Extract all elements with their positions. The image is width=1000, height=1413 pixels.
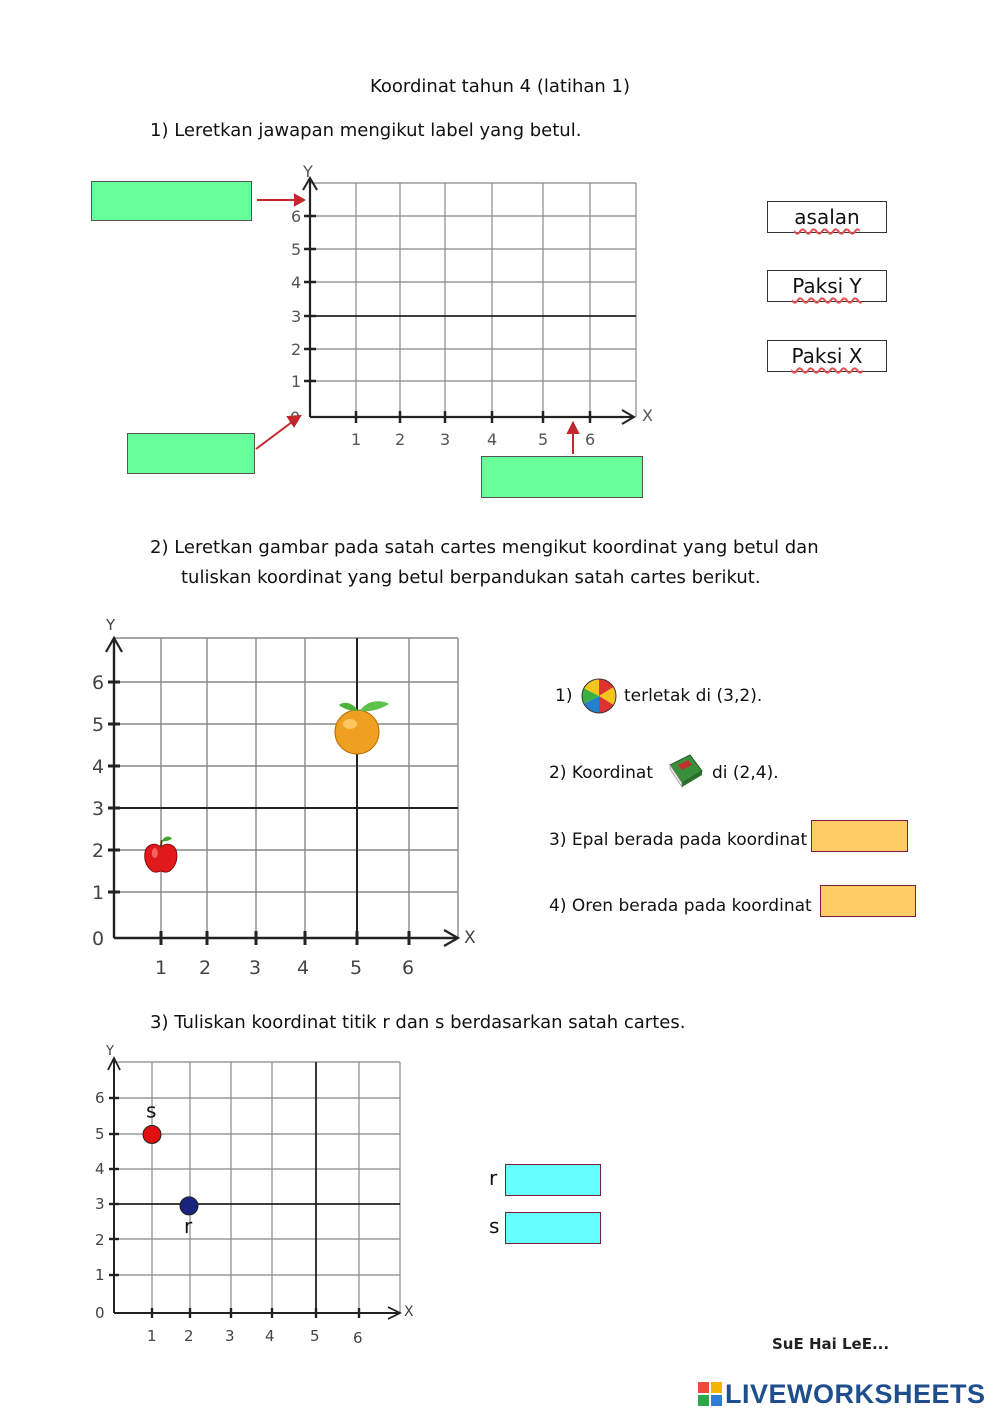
q3-x-tick-label: 5 xyxy=(310,1327,320,1345)
q2-instruction: 2) Leretkan gambar pada satah cartes mengikut koordinat yang betul dan xyxy=(150,537,819,558)
q3-y-axis-label: Y xyxy=(106,1044,114,1059)
liveworksheets-logo-icon xyxy=(698,1382,722,1406)
q1-y-tick-label: 3 xyxy=(291,307,302,326)
label-paksi-x[interactable]: Paksi X xyxy=(767,340,887,372)
liveworksheets-logo[interactable] xyxy=(698,1378,986,1410)
q2-x-axis-label: X xyxy=(464,928,476,948)
q2-item3-text: 3) Epal berada pada koordinat xyxy=(549,830,808,850)
arrow-head xyxy=(568,423,578,433)
page-title: Koordinat tahun 4 (latihan 1) xyxy=(369,76,631,97)
arrow-to-origin xyxy=(256,422,292,449)
point-s-label: s xyxy=(146,1098,157,1123)
q2-grid xyxy=(114,638,458,938)
q3-x-axis-label: X xyxy=(404,1304,414,1320)
q3-y-tick-label: 2 xyxy=(95,1231,105,1249)
q2-x-tick-label: 4 xyxy=(297,957,310,979)
q2-item1-number: 1) xyxy=(555,686,573,706)
q3-x-tick-label: 4 xyxy=(265,1327,275,1345)
q1-y-tick-label: 5 xyxy=(291,240,302,259)
q1-x-tick-label: 2 xyxy=(395,430,406,449)
liveworksheets-brand-text: LIVEWORKSHEETS xyxy=(725,1378,986,1409)
point-s-coordinate-input[interactable] xyxy=(505,1212,601,1244)
q1-instruction: 1) Leretkan jawapan mengikut label yang betul. xyxy=(150,120,582,141)
q2-item4-text: 4) Oren berada pada koordinat xyxy=(549,896,812,916)
apple-coordinate-input[interactable] xyxy=(811,820,908,852)
q3-instruction: 3) Tuliskan koordinat titik r dan s berdasarkan satah cartes. xyxy=(150,1012,686,1033)
book-icon[interactable] xyxy=(664,751,706,789)
q3-origin-label: 0 xyxy=(95,1304,105,1322)
orange-picture[interactable] xyxy=(335,701,389,754)
q2-x-tick-label: 5 xyxy=(350,957,363,979)
q3-x-tick-label: 3 xyxy=(225,1327,235,1345)
q1-grid xyxy=(310,183,636,417)
q2-item2-prefix: 2) Koordinat xyxy=(549,763,654,783)
q2-y-axis-label: Y xyxy=(106,616,116,634)
q2-y-tick-label: 5 xyxy=(92,714,105,736)
q2-item2-text: di (2,4). xyxy=(712,763,779,783)
answer-s-label: s xyxy=(489,1214,500,1238)
q3-y-tick-label: 4 xyxy=(95,1160,105,1178)
q2-origin-label: 0 xyxy=(92,928,105,950)
drop-zone-y-axis[interactable] xyxy=(91,181,252,221)
q1-y-tick-label: 1 xyxy=(291,372,302,391)
q1-x-tick-label: 6 xyxy=(585,430,596,449)
drop-zone-x-axis[interactable] xyxy=(481,456,643,498)
apple-picture[interactable] xyxy=(145,837,177,872)
orange-coordinate-input[interactable] xyxy=(820,885,916,917)
q1-x-tick-label: 4 xyxy=(487,430,498,449)
q2-item1-text: terletak di (3,2). xyxy=(624,686,763,706)
q2-x-tick-label: 3 xyxy=(249,957,262,979)
point-s xyxy=(143,1126,161,1144)
q2-y-tick-label: 4 xyxy=(92,756,105,778)
q1-y-tick-label: 4 xyxy=(291,273,302,292)
q3-y-tick-label: 1 xyxy=(95,1266,105,1284)
answer-r-label: r xyxy=(489,1166,498,1190)
q1-x-tick-label: 5 xyxy=(538,430,549,449)
q3-y-tick-label: 5 xyxy=(95,1125,105,1143)
arrow-head xyxy=(295,195,304,205)
q3-x-tick-label: 6 xyxy=(353,1329,363,1347)
q1-y-tick-label: 6 xyxy=(291,207,302,226)
label-asalan[interactable]: asalan xyxy=(767,201,887,233)
q3-cartesian-plane xyxy=(0,1040,430,1360)
q1-x-tick-label: 3 xyxy=(440,430,451,449)
q2-y-tick-label: 3 xyxy=(92,798,105,820)
drop-zone-origin[interactable] xyxy=(127,433,255,474)
q3-grid xyxy=(114,1062,400,1313)
q2-x-tick-label: 6 xyxy=(402,957,415,979)
q2-y-tick-label: 1 xyxy=(92,882,105,904)
q3-y-tick-label: 3 xyxy=(95,1195,105,1213)
q1-y-axis-label: Y xyxy=(303,162,313,181)
point-r xyxy=(180,1197,198,1215)
q2-x-tick-label: 1 xyxy=(155,957,168,979)
q2-instruction-line2: tuliskan koordinat yang betul berpandukan satah cartes berikut. xyxy=(181,567,761,588)
point-r-label: r xyxy=(184,1213,193,1238)
beach-ball-icon[interactable] xyxy=(580,677,618,715)
q2-x-tick-label: 2 xyxy=(199,957,212,979)
q1-x-tick-label: 1 xyxy=(351,430,362,449)
q3-y-tick-label: 6 xyxy=(95,1089,105,1107)
label-paksi-y[interactable]: Paksi Y xyxy=(767,270,887,302)
q1-x-axis-label: X xyxy=(642,406,653,425)
q2-cartesian-plane xyxy=(0,600,520,990)
author-credit: SuE Hai LeE... xyxy=(772,1335,890,1353)
q2-y-tick-label: 6 xyxy=(92,672,105,694)
q3-x-tick-label: 1 xyxy=(147,1327,157,1345)
q2-y-tick-label: 2 xyxy=(92,840,105,862)
q3-x-tick-label: 2 xyxy=(184,1327,194,1345)
q1-y-tick-label: 2 xyxy=(291,340,302,359)
point-r-coordinate-input[interactable] xyxy=(505,1164,601,1196)
